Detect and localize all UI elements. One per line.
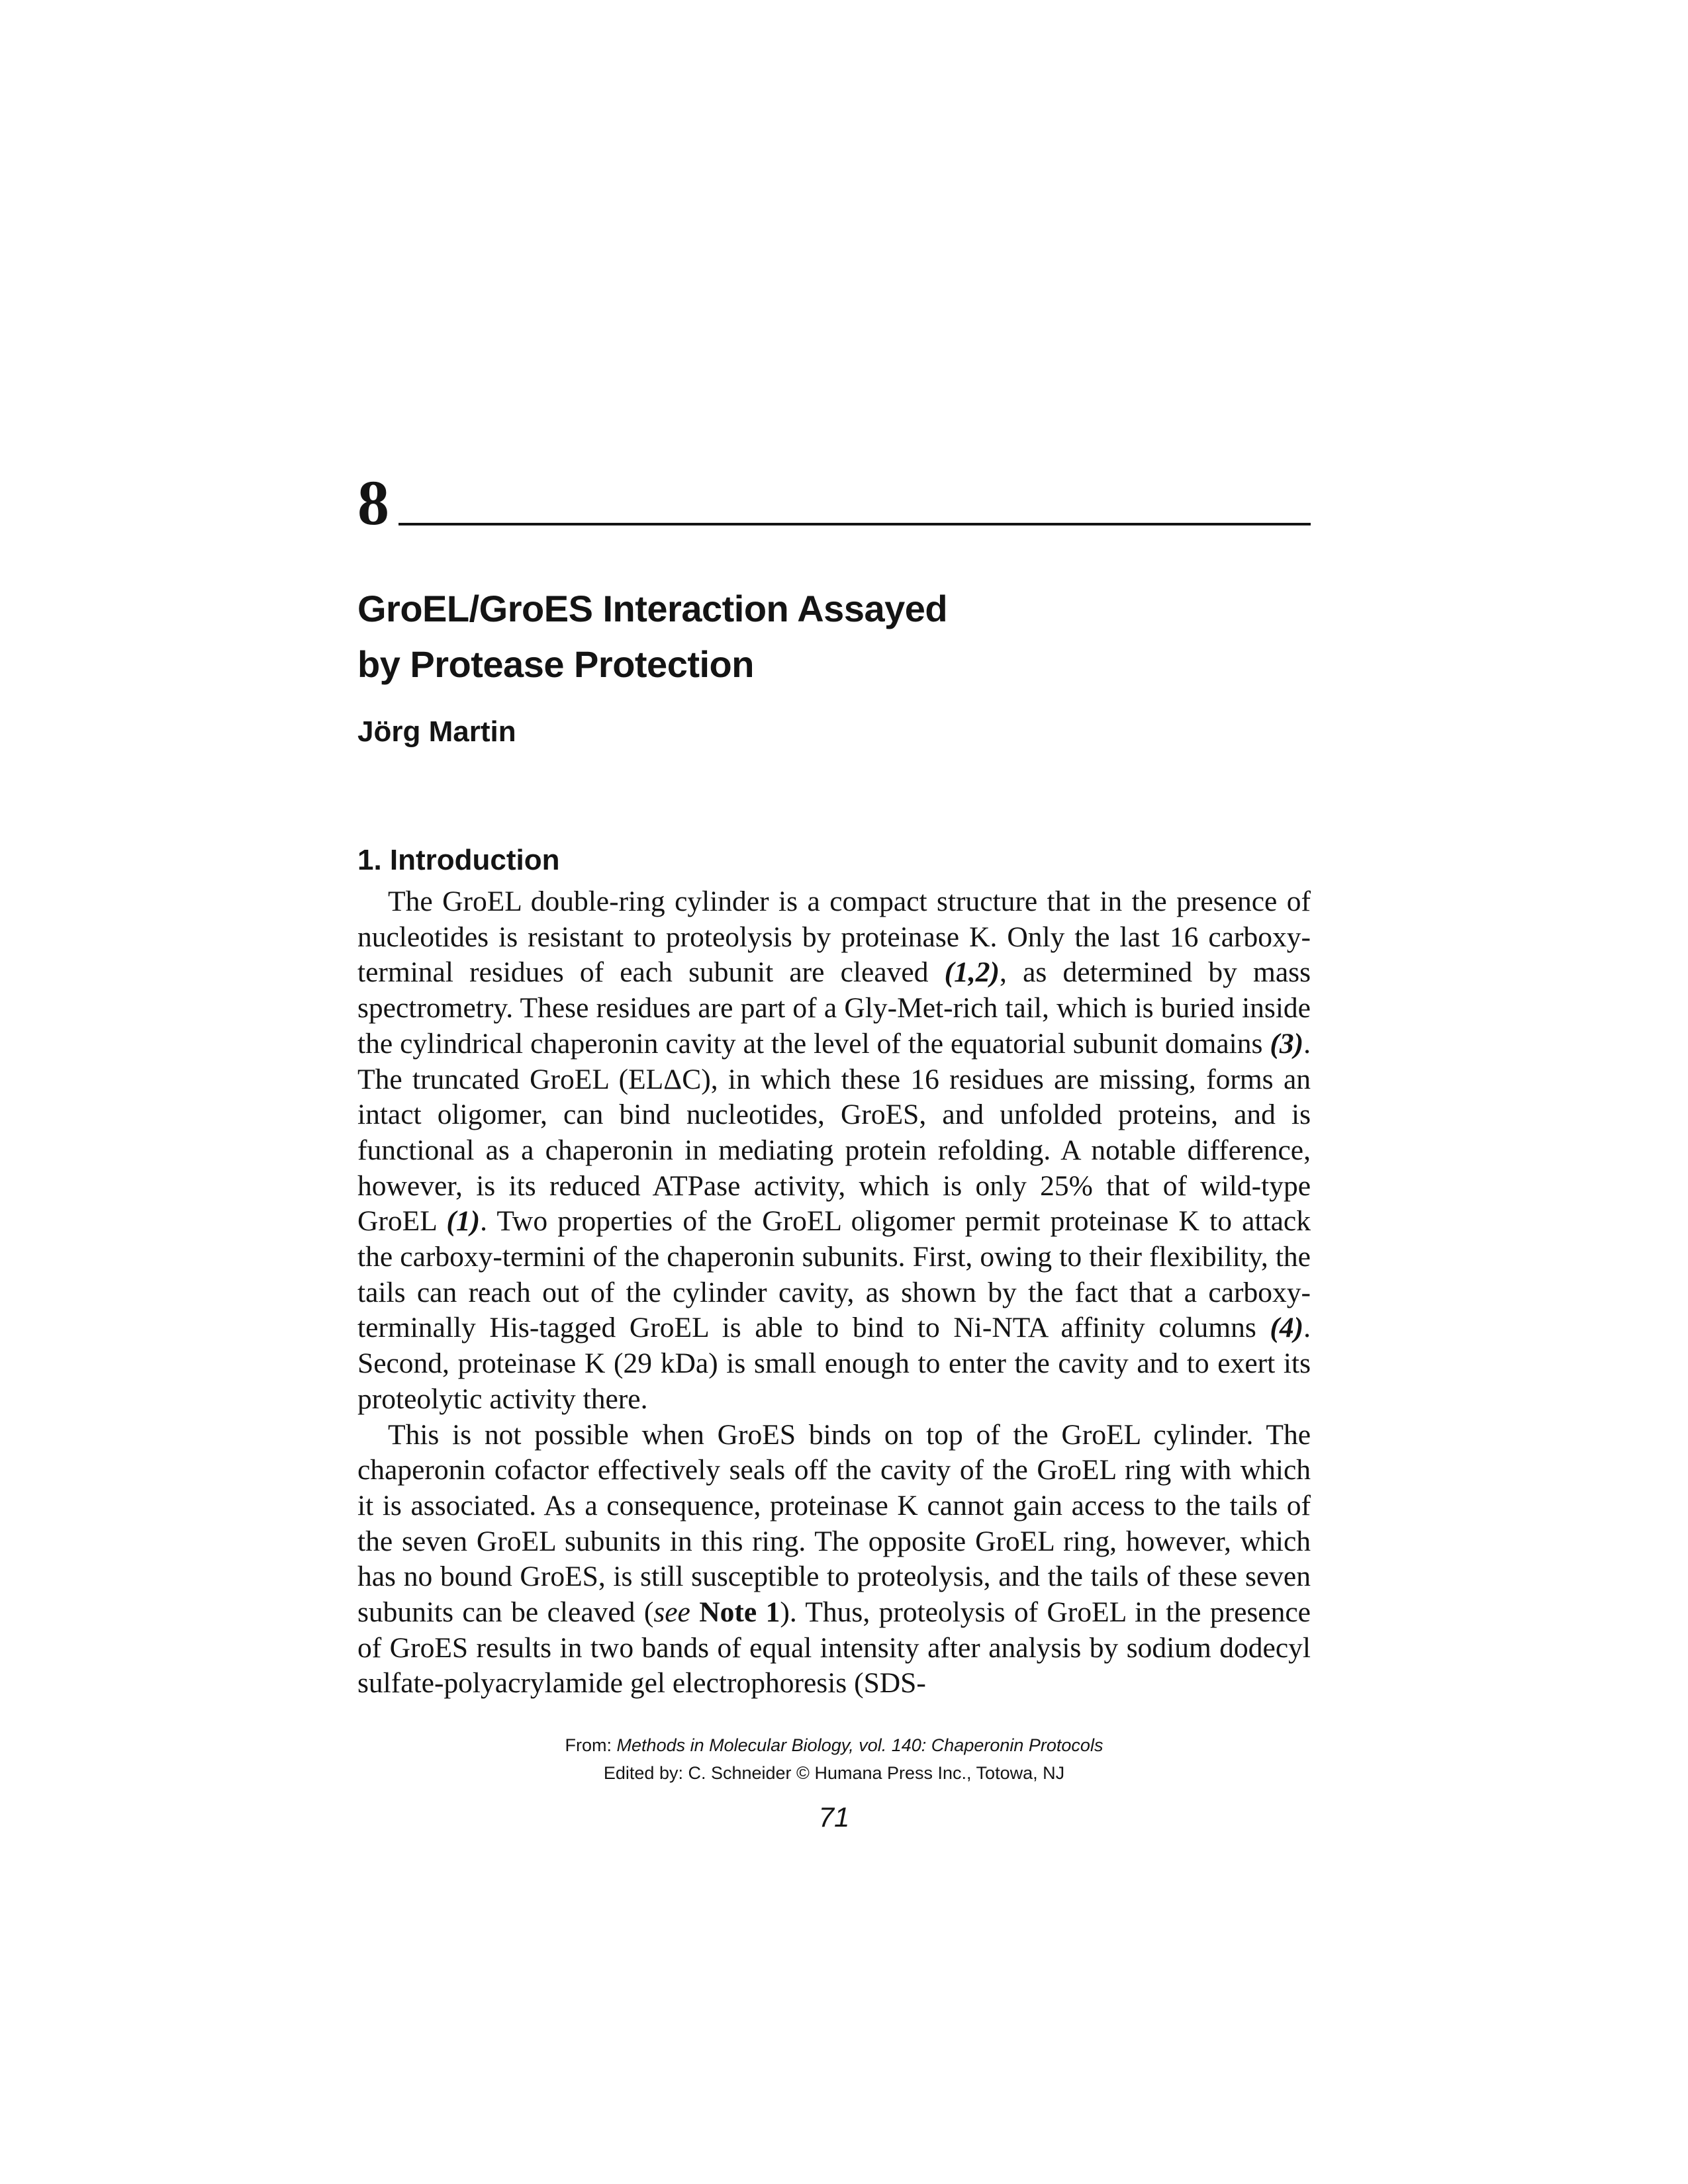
- page-number: 71: [818, 1801, 850, 1833]
- chapter-heading: [357, 467, 1311, 543]
- footnote-source-line: [357, 1731, 1311, 1759]
- p1-text-5: . Second, proteinase K (29 kDa) is small enough to enter the cavity and to exert its proteolytic activity there.: [357, 1312, 1311, 1415]
- author-name: Jörg Martin: [357, 715, 516, 748]
- paragraph-1: [357, 884, 1311, 1418]
- chapter-title-line-2: by Protease Protection: [357, 643, 754, 685]
- note-reference: Note 1: [699, 1596, 780, 1629]
- chapter-number: 8: [357, 467, 389, 538]
- p1-text-2: , as determined by mass spectrometry. These residues are part of a Gly-Met-rich tail, which is buried inside the cylindrical chaperonin cavity at the level of the equatorial subunit domains: [357, 956, 1311, 1060]
- footnote-source: Methods in Molecular Biology, vol. 140: Chaperonin Protocols: [616, 1735, 1103, 1755]
- citation-ref: (1): [446, 1205, 481, 1238]
- p2-text-2: ). Thus, proteolysis of GroEL in the presence of GroES results in two bands of equal intensity after analysis by sodium dodecyl sulfate-polyacrylamide gel electrophoresis (SDS-: [357, 1596, 1311, 1700]
- citation-ref: (4): [1270, 1312, 1304, 1344]
- chapter-title-line-1: GroEL/GroES Interaction Assayed: [357, 588, 948, 629]
- source-footnote: [357, 1731, 1311, 1787]
- footnote-edited-line: Edited by: C. Schneider © Humana Press Inc., Totowa, NJ: [603, 1763, 1065, 1783]
- p1-text-3: . The truncated GroEL (ELΔC), in which these 16 residues are missing, forms an intact oligomer, can bind nucleotides, GroES, and unfolded proteins, and is functional as a chaperonin in mediating protein refolding. A notable difference, however, is its reduced ATPase activity, which is only 25% that of wild-type GroEL: [357, 1027, 1311, 1238]
- section-heading: 1. Introduction: [357, 844, 560, 876]
- p1-text-4: . Two properties of the GroEL oligomer permit proteinase K to attack the carboxy-termini of the chaperonin subunits. First, owing to their flexibility, the tails can reach out of the cylinder cavity, as shown by the fact that a carboxy-terminally His-tagged GroEL is able to bind to Ni-NTA affinity columns: [357, 1205, 1311, 1344]
- body-text: [357, 884, 1311, 1702]
- footnote-from-label: From:: [565, 1735, 617, 1755]
- paragraph-2: [357, 1418, 1311, 1702]
- p1-text-1: The GroEL double-ring cylinder is a compact structure that in the presence of nucleotides is resistant to proteolysis by proteinase K. Only the last 16 carboxy-terminal residues of each subunit are cleaved: [357, 886, 1311, 989]
- chapter-title: [357, 581, 947, 692]
- citation-ref: (3): [1270, 1027, 1304, 1060]
- citation-ref: (1,2): [944, 956, 1000, 989]
- see-reference: see: [653, 1596, 690, 1629]
- chapter-rule: [399, 523, 1311, 525]
- p2-text-1: This is not possible when GroES binds on top of the GroEL cylinder. The chaperonin cofactor effectively seals off the cavity of the GroEL ring with which it is associated. As a consequence, proteinase K cannot gain access to the tails of the seven GroEL subunits in this ring. The opposite GroEL ring, however, which has no bound GroES, is still susceptible to proteolysis, and the tails of these seven subunits can be cleaved (: [357, 1418, 1311, 1629]
